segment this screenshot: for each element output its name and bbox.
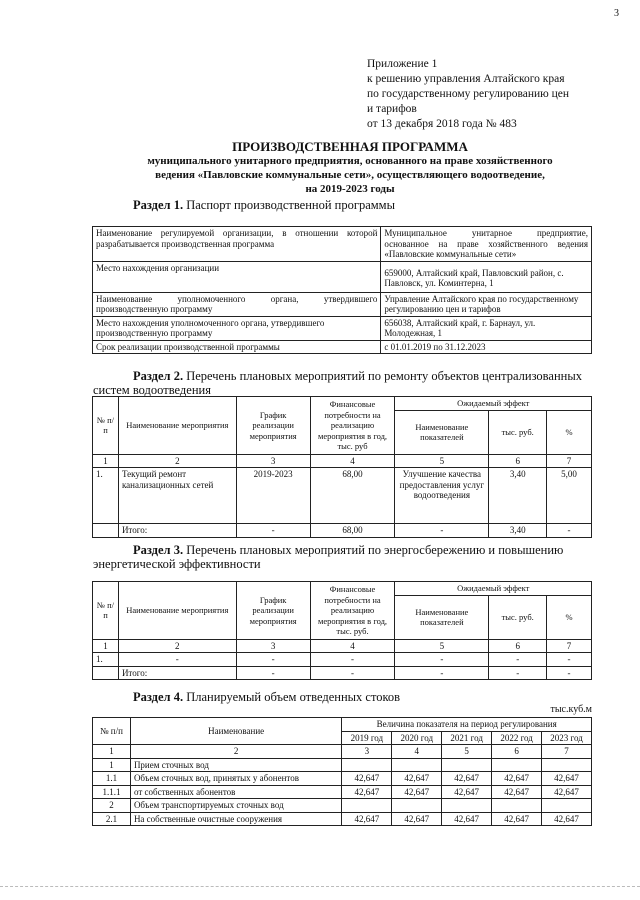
table-cell: 42,647 xyxy=(492,812,542,826)
column-number: 5 xyxy=(395,639,489,653)
header-finance: Финансовые потребности на реализацию мероприятия в год, тыс. руб xyxy=(310,397,395,455)
header-rub: тыс. руб. xyxy=(489,410,547,454)
table-cell: от собственных абонентов xyxy=(130,785,341,799)
table-cell: 42,647 xyxy=(342,785,392,799)
header-rub: тыс. руб. xyxy=(489,595,547,639)
column-number: 1 xyxy=(93,639,119,653)
section3-title-line1 xyxy=(133,543,608,557)
column-number: 3 xyxy=(236,639,310,653)
subtitle-line: муниципального унитарного предприятия, основанного на праве хозяйственного xyxy=(147,155,553,167)
section4-label: Раздел 4. xyxy=(133,690,184,704)
table-cell: Прием сточных вод xyxy=(130,758,341,772)
table-row xyxy=(93,799,592,813)
column-number: 4 xyxy=(310,454,395,468)
table-cell: 1 xyxy=(93,758,131,772)
table-row xyxy=(93,340,592,354)
table-cell xyxy=(93,524,119,538)
document-subtitle xyxy=(80,154,620,196)
table-cell: 42,647 xyxy=(542,812,592,826)
column-number: 4 xyxy=(392,745,442,759)
table-cell: - xyxy=(547,666,592,680)
table-cell: - xyxy=(395,666,489,680)
section2-heading xyxy=(93,369,608,397)
section1-heading xyxy=(133,198,395,213)
table-cell: 2019-2023 xyxy=(236,468,310,524)
appendix-line: Приложение 1 xyxy=(367,58,438,70)
table-cell: 5,00 xyxy=(547,468,592,524)
header-name: Наименование мероприятия xyxy=(118,397,236,455)
table-cell: 42,647 xyxy=(342,772,392,786)
subtitle-line: ведения «Павловские коммунальные сети», осуществляющего водоотведение, xyxy=(155,169,545,181)
column-number: 7 xyxy=(542,745,592,759)
table-cell: 42,647 xyxy=(392,772,442,786)
table-cell: Муниципальное унитарное предприятие, основанное на праве хозяйственного ведения «Павловские коммунальные сети» xyxy=(381,227,592,262)
table-cell: - xyxy=(395,524,489,538)
section2-title-line1 xyxy=(133,369,608,383)
table-cell xyxy=(542,799,592,813)
table-cell: Итого: xyxy=(118,524,236,538)
header-name: Наименование мероприятия xyxy=(118,582,236,640)
table-row xyxy=(93,785,592,799)
energy-table xyxy=(92,581,592,680)
table-cell: 1.1.1 xyxy=(93,785,131,799)
column-number: 2 xyxy=(118,454,236,468)
table-cell: 2.1 xyxy=(93,812,131,826)
section2-title-line2: систем водоотведения xyxy=(93,383,211,397)
section4-heading xyxy=(133,690,400,705)
table-row xyxy=(93,227,592,262)
column-number: 5 xyxy=(395,454,489,468)
table-cell: 42,647 xyxy=(542,785,592,799)
table-cell: На собственные очистные сооружения xyxy=(130,812,341,826)
section3-heading xyxy=(93,543,608,571)
column-number-row xyxy=(93,454,592,468)
table-cell: 42,647 xyxy=(392,812,442,826)
unit-label: тыс.куб.м xyxy=(550,704,592,715)
page-number: 3 xyxy=(614,8,619,19)
table-cell: Срок реализации производственной программы xyxy=(93,340,381,354)
column-number: 1 xyxy=(93,454,119,468)
column-number: 6 xyxy=(489,454,547,468)
table-cell: Объем сточных вод, принятых у абонентов xyxy=(130,772,341,786)
section1-label: Раздел 1. xyxy=(133,198,184,212)
column-number: 2 xyxy=(130,745,341,759)
header-effect-name: Наименование показателей xyxy=(395,410,489,454)
table-row xyxy=(93,261,592,292)
section3-title-line2: энергетической эффективности xyxy=(93,557,261,571)
column-number: 7 xyxy=(547,454,592,468)
table-cell: 3,40 xyxy=(489,468,547,524)
appendix-line: к решению управления Алтайского края xyxy=(367,73,565,85)
table-header-row xyxy=(93,582,592,596)
document-title: ПРОИЗВОДСТВЕННАЯ ПРОГРАММА xyxy=(232,139,468,154)
table-cell: 1. xyxy=(93,653,119,667)
column-number-row xyxy=(93,745,592,759)
table-cell: Наименование регулируемой организации, в отношении которой разрабатывается производственная программа xyxy=(93,227,381,262)
table-cell xyxy=(392,758,442,772)
appendix-block xyxy=(367,57,627,132)
column-number: 6 xyxy=(492,745,542,759)
table-cell: 42,647 xyxy=(492,772,542,786)
table-cell xyxy=(442,758,492,772)
table-cell: 42,647 xyxy=(442,772,492,786)
table-row xyxy=(93,316,592,340)
table-total-row xyxy=(93,524,592,538)
header-num: № п/п xyxy=(93,397,119,455)
column-number: 2 xyxy=(118,639,236,653)
table-cell: 659000, Алтайский край, Павловский район, с. Павловск, ул. Коминтерна, 1 xyxy=(381,261,592,292)
column-number: 3 xyxy=(236,454,310,468)
table-cell: Итого: xyxy=(118,666,236,680)
appendix-line: от 13 декабря 2018 года № 483 xyxy=(367,118,517,130)
header-year: 2022 год xyxy=(492,731,542,745)
header-year: 2021 год xyxy=(442,731,492,745)
table-cell xyxy=(392,799,442,813)
section2-label: Раздел 2. xyxy=(133,369,184,383)
subtitle-line: на 2019-2023 годы xyxy=(305,183,395,195)
header-effect: Ожидаемый эффект xyxy=(395,397,592,411)
table-row xyxy=(93,758,592,772)
table-cell: 68,00 xyxy=(310,524,395,538)
table-cell: с 01.01.2019 по 31.12.2023 xyxy=(381,340,592,354)
table-cell: 42,647 xyxy=(342,812,392,826)
table-total-row xyxy=(93,666,592,680)
table-header-row xyxy=(93,397,592,411)
table-cell: - xyxy=(547,653,592,667)
repair-table xyxy=(92,396,592,538)
passport-table xyxy=(92,226,592,354)
column-number: 6 xyxy=(489,639,547,653)
table-row xyxy=(93,772,592,786)
table-cell: 42,647 xyxy=(442,785,492,799)
table-cell: Место нахождения уполномоченного органа, утвердившего производственную программу xyxy=(93,316,381,340)
table-cell xyxy=(542,758,592,772)
header-schedule: График реализации мероприятия xyxy=(236,397,310,455)
volume-table xyxy=(92,717,592,826)
table-row xyxy=(93,812,592,826)
table-cell: 2 xyxy=(93,799,131,813)
header-num: № п/п xyxy=(93,718,131,745)
table-cell: 42,647 xyxy=(492,785,542,799)
header-year: 2019 год xyxy=(342,731,392,745)
section2-title: Перечень плановых мероприятий по ремонту объектов централизованных xyxy=(186,369,582,383)
table-cell: 656038, Алтайский край, г. Барнаул, ул. Молодежная, 1 xyxy=(381,316,592,340)
table-cell xyxy=(492,799,542,813)
column-number: 5 xyxy=(442,745,492,759)
header-effect: Ожидаемый эффект xyxy=(395,582,592,596)
table-cell: - xyxy=(395,653,489,667)
header-name: Наименование xyxy=(130,718,341,745)
table-row xyxy=(93,653,592,667)
header-num: № п/п xyxy=(93,582,119,640)
table-cell: - xyxy=(236,666,310,680)
table-cell: Объем транспортируемых сточных вод xyxy=(130,799,341,813)
header-year: 2023 год xyxy=(542,731,592,745)
table-cell: 3,40 xyxy=(489,524,547,538)
table-cell: 42,647 xyxy=(542,772,592,786)
header-schedule: График реализации мероприятия xyxy=(236,582,310,640)
table-cell xyxy=(342,799,392,813)
table-cell: - xyxy=(489,666,547,680)
table-cell xyxy=(492,758,542,772)
table-cell: - xyxy=(236,653,310,667)
appendix-line: по государственному регулированию цен xyxy=(367,88,570,100)
table-cell: 42,647 xyxy=(442,812,492,826)
table-cell: Улучшение качества предоставления услуг водоотведения xyxy=(395,468,489,524)
table-cell: - xyxy=(236,524,310,538)
column-number: 4 xyxy=(310,639,395,653)
header-pct: % xyxy=(547,595,592,639)
table-cell: 42,647 xyxy=(392,785,442,799)
table-row xyxy=(93,292,592,316)
section3-label: Раздел 3. xyxy=(133,543,184,557)
table-cell: 1. xyxy=(93,468,119,524)
table-cell: - xyxy=(118,653,236,667)
table-cell: 1.1 xyxy=(93,772,131,786)
column-number: 3 xyxy=(342,745,392,759)
header-period: Величина показателя на период регулирования xyxy=(342,718,592,732)
table-cell: 68,00 xyxy=(310,468,395,524)
section3-title: Перечень плановых мероприятий по энергосбережению и повышению xyxy=(186,543,564,557)
table-cell xyxy=(342,758,392,772)
page-bottom-divider xyxy=(0,886,640,887)
table-cell: - xyxy=(310,666,395,680)
table-cell: - xyxy=(547,524,592,538)
column-number: 1 xyxy=(93,745,131,759)
table-header-row xyxy=(93,718,592,732)
table-row xyxy=(93,468,592,524)
appendix-line: и тарифов xyxy=(367,103,417,115)
header-pct: % xyxy=(547,410,592,454)
column-number-row xyxy=(93,639,592,653)
table-cell: - xyxy=(489,653,547,667)
table-cell: Наименование уполномоченного органа, утвердившего производственную программу xyxy=(93,292,381,316)
section4-title: Планируемый объем отведенных стоков xyxy=(186,690,401,704)
header-effect-name: Наименование показателей xyxy=(395,595,489,639)
table-cell: Текущий ремонт канализационных сетей xyxy=(118,468,236,524)
header-year: 2020 год xyxy=(392,731,442,745)
column-number: 7 xyxy=(547,639,592,653)
table-cell: - xyxy=(310,653,395,667)
table-cell: Место нахождения организации xyxy=(93,261,381,292)
table-cell: Управление Алтайского края по государственному регулированию цен и тарифов xyxy=(381,292,592,316)
header-finance: Финансовые потребности на реализацию мероприятия в год, тыс. руб. xyxy=(310,582,395,640)
section1-title: Паспорт производственной программы xyxy=(186,198,395,212)
table-cell xyxy=(93,666,119,680)
table-cell xyxy=(442,799,492,813)
